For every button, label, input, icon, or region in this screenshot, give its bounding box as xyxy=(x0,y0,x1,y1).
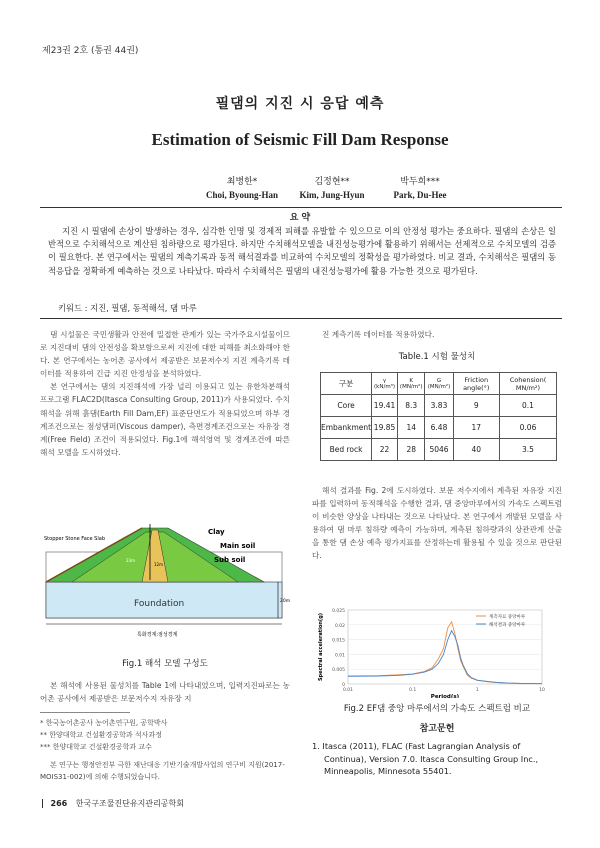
abstract-text: 지진 시 필댐에 손상이 발생하는 경우, 심각한 인명 및 경제적 피해를 유발할 수 있으므로 이의 안정성 평가는 중요하다. 필댐의 손상은 일반적으로 수치해석으로 계산된 침하량으로 평가된다. 하지만 수치해석모델을 내진성능평가에 활용하기 위해서는 선제적으로 수치모델의 검증이 필요한다. 본 연구에서는 필댐의 계측기록과 동적 해석결과를 비교하여 수치모델의 정확성을 평가하였다. 비교 결과, 수치해석은 필댐의 동적응답을 정확하게 예측하는 것으로 나타났다. 따라서 수치해석은 필댐의 내진성능평가에 활용 가능한 것으로 평가된다. xyxy=(48,226,556,276)
header-cell: G (MN/m²) xyxy=(425,373,453,395)
fig1-caption: Fig.1 해석 모델 구성도 xyxy=(122,659,208,669)
table-cell: 5046 xyxy=(425,439,453,461)
table-row xyxy=(321,439,557,461)
label-height-20m: 20m xyxy=(280,599,291,604)
legend-label: 해석결과 중앙마루 xyxy=(489,623,526,628)
fig1-model-diagram xyxy=(42,520,292,640)
y-tick-label: 0.005 xyxy=(332,668,345,674)
label-stopper: Stopper Stone Face Slab xyxy=(44,536,105,542)
table-cell: 22 xyxy=(372,439,398,461)
journal-name: 한국구조물진단유지관리공학회 xyxy=(75,799,184,808)
table-cell: Bed rock xyxy=(321,439,372,461)
label-boundary: 특화경계:점성경계 xyxy=(137,632,178,638)
x-tick-label: 10 xyxy=(539,688,545,693)
table1-title: Table.1 시험 물성치 xyxy=(398,352,476,362)
y-tick-label: 0.015 xyxy=(332,638,345,644)
plot-area xyxy=(348,610,542,684)
issue-header: 제23권 2호 (통권 44권) xyxy=(42,46,139,56)
table-cell: 9 xyxy=(453,395,499,417)
table-cell: Core xyxy=(321,395,372,417)
page-number: 266 xyxy=(50,799,68,808)
author-2 xyxy=(282,176,382,202)
abstract-heading: 요 약 xyxy=(289,213,311,223)
table-cell: 3.5 xyxy=(499,439,556,461)
references-list xyxy=(312,740,562,778)
author-ko: 김정현** xyxy=(314,177,350,187)
label-height-12m: 12m xyxy=(154,562,163,567)
header-cell: 구분 xyxy=(321,373,372,395)
table-cell: 14 xyxy=(397,417,425,439)
body-left xyxy=(40,328,290,459)
x-axis-label: Period(s) xyxy=(430,694,460,698)
reference-item: 1. Itasca (2011), FLAC (Fast Lagrangian Analysis of Continua), Version 7.0. Itasca Consulting Group Inc., Minneapolis, Minnesota 55401. xyxy=(312,741,539,776)
table-cell: Embankment xyxy=(321,417,372,439)
footnote: *** 한양대학교 건설환경공학과 교수 xyxy=(40,743,152,751)
label-clay: Clay xyxy=(208,528,225,536)
y-tick-label: 0.02 xyxy=(334,623,345,629)
table-row xyxy=(321,417,557,439)
table-cell: 19.85 xyxy=(372,417,398,439)
table-cell: 40 xyxy=(453,439,499,461)
series-line-1 xyxy=(348,622,542,684)
keywords: 키워드 : 지진, 필댐, 동적해석, 댐 마루 xyxy=(58,303,197,313)
x-tick-label: 0.1 xyxy=(409,688,417,693)
abstract-top-rule xyxy=(40,207,562,208)
header-cell: K (MN/m²) xyxy=(397,373,425,395)
paragraph: 댐 시설물은 국민생활과 안전에 밀접한 관계가 있는 국가주요시설물이므로 지진대비 댐의 안전성을 확보함으로써 지진에 대한 피해를 최소화해야 한다. 본 연구에서는 농어촌 공사에서 제공받은 보문저수지 지진 계측기록 데이터를 적용하여 긴급 지진 안정성을 분석하였다. xyxy=(40,330,290,379)
paragraph: 본 해석에 사용된 물성치를 Table 1에 나타내었으며, 입력지진파로는 농어촌 공사에서 제공받은 보문저수지 자유장 지 xyxy=(40,681,290,704)
table-cell: 8.3 xyxy=(397,395,425,417)
title-korean: 필댐의 지진 시 응답 예측 xyxy=(215,96,385,112)
paragraph: 진 계측기록 데이터를 적용하였다. xyxy=(322,330,435,339)
table-cell: 19.41 xyxy=(372,395,398,417)
author-ko: 최병한* xyxy=(226,177,258,187)
table-cell: 3.83 xyxy=(425,395,453,417)
body-right-top xyxy=(312,328,562,341)
x-tick-label: 0.01 xyxy=(342,688,354,693)
header-cell: γ (kN/m³) xyxy=(372,373,398,395)
paragraph: 본 연구에서는 댐의 지진해석에 가장 널리 이용되고 있는 유한차분해석 프로그램 FLAC2D(Itasca Consulting Group, 2011)가 사용되었다. 수치해석을 위해 흙댐(Earth Fill Dam,EF) 표준단면도가 적용되었으며 하부 경계조건으로는 점성댐퍼(Viscous damper), 측면경계조건으로는 자유장 경계(Free Field) 조건이 적용되었다. Fig.1에 해석영역 및 경계조건에 따른 해석 모델을 도시하였다. xyxy=(40,382,290,457)
references-heading: 참고문헌 xyxy=(419,724,455,734)
table-cell: 0.1 xyxy=(499,395,556,417)
body-right xyxy=(312,484,562,563)
author-en: Choi, Byoung-Han xyxy=(205,190,279,200)
author-ko: 박두희*** xyxy=(400,177,440,187)
footnote: * 한국농어촌공사 농어촌연구원, 공학박사 xyxy=(40,719,168,727)
table-cell: 6.48 xyxy=(425,417,453,439)
legend-label: 계측자료 중앙마루 xyxy=(489,615,526,620)
y-tick-label: 0.025 xyxy=(332,609,345,614)
x-tick-label: 1 xyxy=(475,688,479,693)
page-footer xyxy=(42,798,184,809)
footnote-funding: 본 연구는 행정안전부 극한 재난대응 기반기술개발사업의 연구비 지원(2017-MOIS31-002)에 의해 수행되었습니다. xyxy=(40,761,285,781)
footnote-rule xyxy=(40,712,130,713)
table-row xyxy=(321,395,557,417)
y-axis-label: Spectral acceleration(g) xyxy=(318,612,324,682)
footer-bar xyxy=(42,799,43,808)
fig2-caption: Fig.2 EF댐 중앙 마루에서의 가속도 스펙트럼 비교 xyxy=(343,704,531,714)
label-sub-soil: Sub soil xyxy=(214,556,246,564)
table-cell: 28 xyxy=(397,439,425,461)
label-foundation: Foundation xyxy=(134,599,185,609)
fig2-spectrum-chart xyxy=(314,604,554,698)
author-en: Park, Du-Hee xyxy=(393,190,447,200)
label-height-23m: 23m xyxy=(126,558,135,563)
abstract-bottom-rule xyxy=(40,318,562,319)
y-tick-label: 0.01 xyxy=(334,653,345,659)
table-cell: 17 xyxy=(453,417,499,439)
table1 xyxy=(320,372,557,461)
header-cell: Friction angle(°) xyxy=(453,373,499,395)
title-english: Estimation of Seismic Fill Dam Response xyxy=(151,130,449,149)
paragraph: 해석 결과를 Fig. 2에 도시하였다. 보문 저수지에서 계측된 자유장 지진파를 입력하여 동적해석을 수행한 결과, 댐 중앙마루에서의 가속도 스펙트럼이 비슷한 양상을 나타내는 것으로 나타났다. 본 연구에서 개발된 모델을 사용하여 댐 마루 침하량 예측이 가능하며, 계측된 침하량과의 상관관계 산출을 통한 댐 손상 예측 평가지표를 산정하는데 활용될 수 있을 것으로 판단된다. xyxy=(312,486,562,561)
author-en: Kim, Jung-Hyun xyxy=(299,190,365,200)
footnote: ** 한양대학교 건설환경공학과 석사과정 xyxy=(40,731,162,739)
body-left-2 xyxy=(40,679,290,705)
series-line-2 xyxy=(348,631,542,684)
y-tick-label: 0 xyxy=(342,683,345,688)
header-cell: Cohension( MN/m²) xyxy=(499,373,556,395)
table-header-row xyxy=(321,373,557,395)
label-main-soil: Main soil xyxy=(220,542,256,550)
author-3 xyxy=(370,176,470,202)
table-cell: 0.06 xyxy=(499,417,556,439)
author-1 xyxy=(192,176,292,202)
footnotes xyxy=(40,712,290,783)
